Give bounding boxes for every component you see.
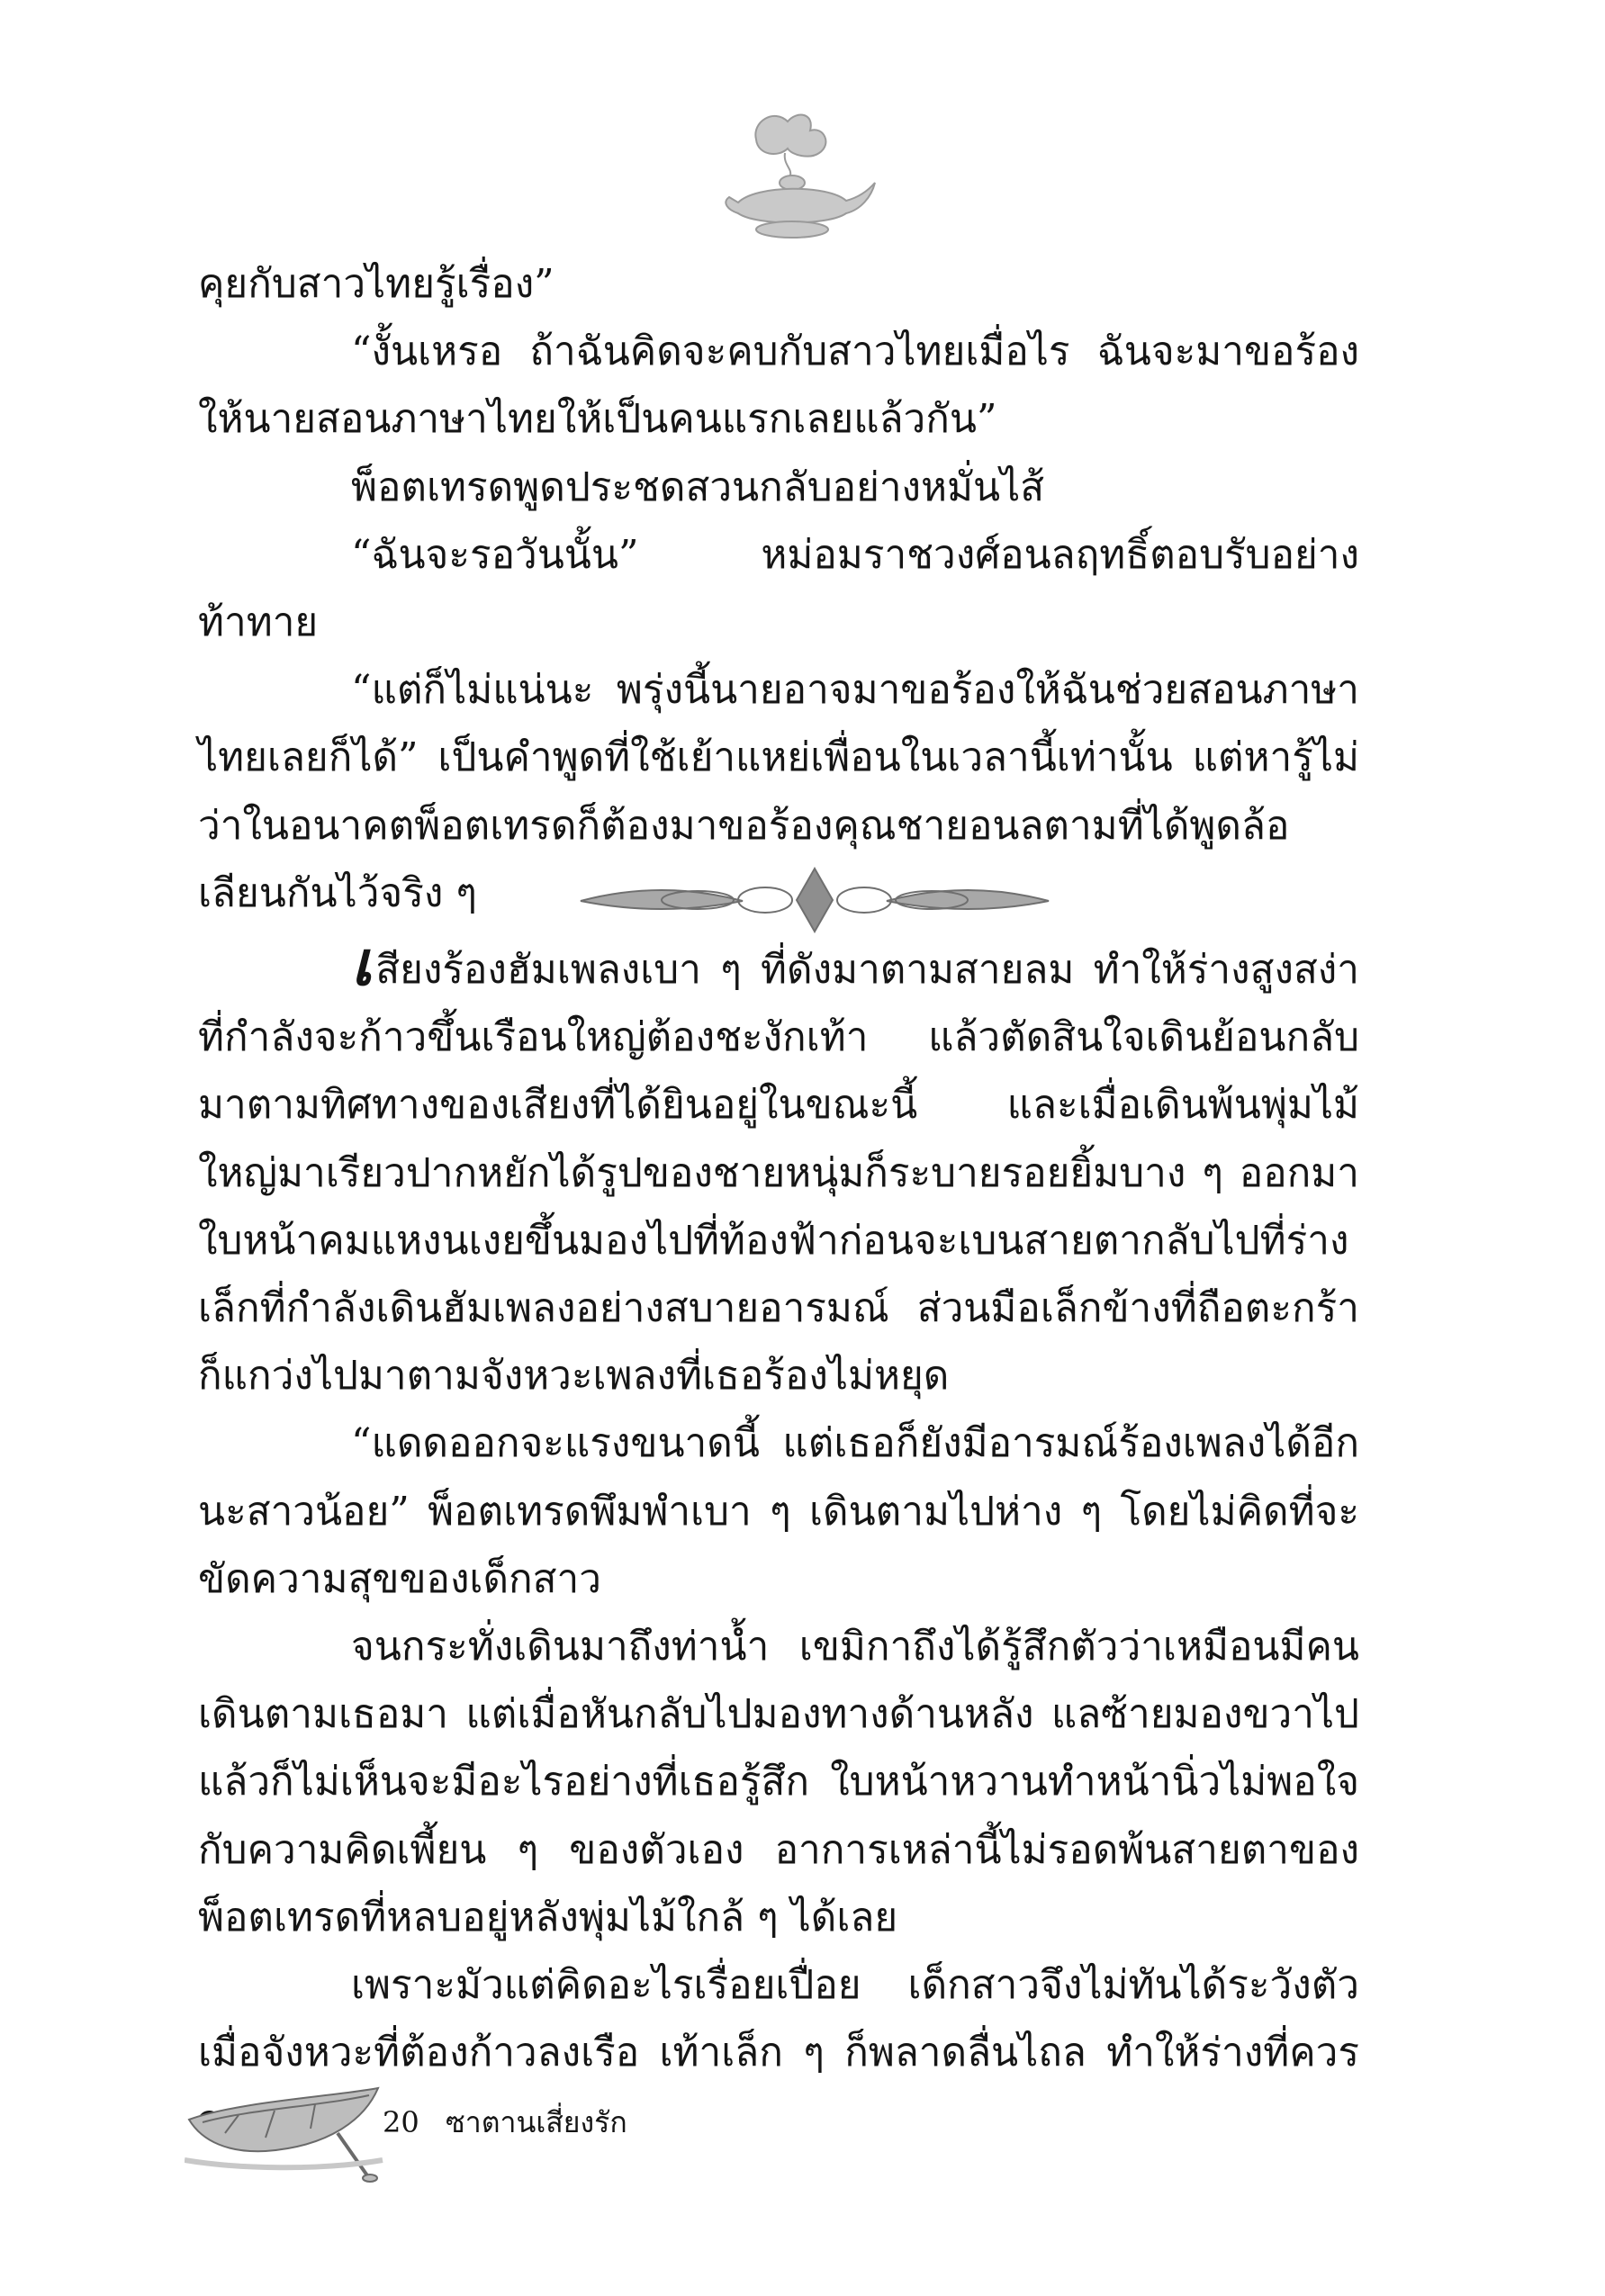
section-2-text [198, 928, 1359, 2155]
paragraph: เพราะมัวแต่คิดอะไรเรื่อยเปื่อย เด็กสาวจึงไม่ทันได้ระวังตัวเมื่อจังหวะที่ต้องก้าวลงเรือ เท้าเล็ก ๆ ก็พลาดลื่นไถล ทำให้ร่างที่ควร [198, 1962, 1359, 2076]
drop-cap: เ [351, 928, 373, 1000]
scroll-divider-ornament [563, 860, 1067, 941]
paragraph [198, 928, 1359, 1409]
rowboat-icon [185, 2070, 387, 2183]
paragraph: “แดดออกจะแรงขนาดนี้ แต่เธอก็ยังมีอารมณ์ร้องเพลงได้อีกนะสาวน้อย” พ็อตเทรดพึมพำเบา ๆ เดินตามไปห่าง ๆ โดยไม่คิดที่จะขัดความสุขของเด็กสาว [198, 1420, 1359, 1602]
paragraph-text: สียงร้องฮัมเพลงเบา ๆ ที่ดังมาตามสายลม ทำให้ร่างสูงสง่าที่กำลังจะก้าวขึ้นเรือนใหญ่ต้องชะงักเท้า แล้วตัดสินใจเดินย้อนกลับมาตามทิศทางของเสียงที่ได้ยินอยู่ในขณะนี้ และเมื่อเดินพ้นพุ่มไม้ใหญ่มาเรียวปากหยักได้รูปของชายหนุ่มก็ระบายรอยยิ้มบาง ๆ ออกมา ใบหน้าคมแหงนเงยขึ้นมองไปที่ท้องฟ้าก่อนจะเบนสายตากลับไปที่ร่างเล็กที่กำลังเดินฮัมเพลงอย่างสบายอารมณ์ ส่วนมือเล็กข้างที่ถือตะกร้าก็แกว่งไปมาตามจังหวะเพลงที่เธอร้องไม่หยุด [198, 947, 1359, 1400]
paragraph: “แต่ก็ไม่แน่นะ พรุ่งนี้นายอาจมาขอร้องให้ฉันช่วยสอนภาษาไทยเลยก็ได้” เป็นคำพูดที่ใช้เย้าแหย่เพื่อนในเวลานี้เท่านั้น แต่หารู้ไม่ว่าในอนาคตพ็อตเทรดก็ต้องมาขอร้องคุณชายอนลตามที่ได้พูดล้อเลียนกันไว้จริง ๆ [198, 667, 1359, 916]
book-title: ซาตานเสี่ยงรัก [446, 2105, 627, 2139]
paragraph: พ็อตเทรดพูดประชดสวนกลับอย่างหมั่นไส้ [351, 464, 1045, 510]
page-number: 20 [383, 2105, 419, 2139]
paragraph: คุยกับสาวไทยรู้เรื่อง” [198, 261, 555, 307]
paragraph: จนกระทั่งเดินมาถึงท่าน้ำ เขมิกาถึงได้รู้สึกตัวว่าเหมือนมีคนเดินตามเธอมา แต่เมื่อหันกลับไปมองทางด้านหลัง แลซ้ายมองขวาไปแล้วก็ไม่เห็นจะมีอะไรอย่างที่เธอรู้สึก ใบหน้าหวานทำหน้านิ่วไม่พอใจกับความคิดเพี้ยน ๆ ของตัวเอง อาการเหล่านี้ไม่รอดพ้นสายตาของพ็อตเทรดที่หลบอยู่หลังพุ่มไม้ใกล้ ๆ ได้เลย [198, 1624, 1359, 1940]
paragraph: “ฉันจะรอวันนั้น” หม่อมราชวงศ์อนลฤทธิ์ตอบรับอย่างท้าทาย [198, 531, 1359, 646]
section-1-text [198, 250, 1359, 927]
paragraph: “งั้นเหรอ ถ้าฉันคิดจะคบกับสาวไทยเมื่อไร ฉันจะมาขอร้องให้นายสอนภาษาไทยให้เป็นคนแรกเลยแล้วกัน” [198, 329, 1359, 443]
genie-lamp-ornament [702, 104, 882, 248]
page-footer [185, 2070, 815, 2196]
